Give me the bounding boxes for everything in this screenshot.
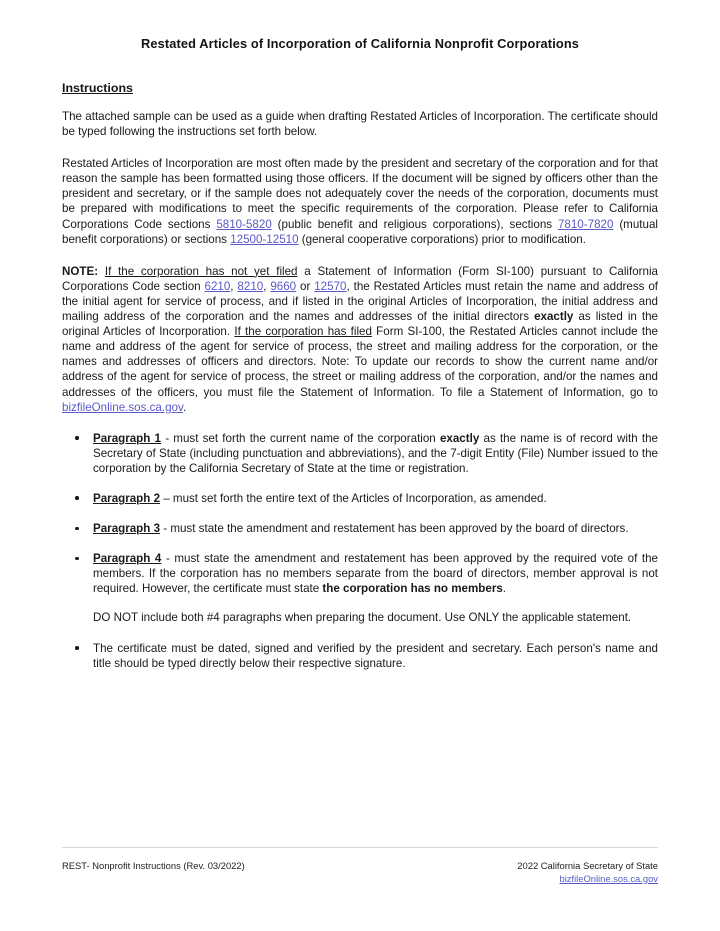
link-sections-12500-12510[interactable]: 12500-12510 (230, 232, 299, 246)
link-section-6210[interactable]: 6210 (204, 279, 231, 293)
note-text-c: , the Restated Articles must retain the name and address of the initial agent for service of process, and if listed in the original Articles of Incorporation, the initial address and mailing address of the corporation and the names and addresses of the initial directors (62, 279, 658, 324)
bullet-text-1b: as the name is of record with the Secretary of State (including punctuation and abbreviations), and the 7-digit Entity (File) Number issued to the corporation by the California Secretary of State at the time or registration. (93, 431, 658, 475)
bullet-text-3a: must state the amendment and restatement has been approved by the board of directors. (170, 522, 629, 536)
link-section-9660[interactable]: 9660 (270, 279, 297, 293)
footer-form-id: REST- Nonprofit Instructions (Rev. 03/2022) (62, 860, 245, 872)
link-sections-5810-5820[interactable]: 5810-5820 (216, 217, 272, 231)
bullet-dot-icon (75, 646, 79, 650)
page-footer (62, 860, 658, 885)
link-section-8210[interactable]: 8210 (237, 279, 264, 293)
link-bizfile-footer[interactable]: bizfileOnline.sos.ca.gov (559, 872, 658, 884)
link-sections-7810-7820[interactable]: 7810-7820 (557, 217, 614, 231)
bullet-dot-icon (75, 496, 79, 500)
paragraph-officers-text-a: Restated Articles of Incorporation are most often made by the president and secretary of the corporation and for that reason the sample has been formatted using those officers. If the document will be signed by officers other than the president and secretary, or if the sample does not adequately cover the needs of the corporation, documents must be prepared with modifications to meet the specific requirements of the corporation. Please refer to California Corporations Code sections (62, 157, 658, 231)
footer-agency-line1: 2022 California Secretary of State (517, 860, 658, 872)
list-item (62, 521, 658, 536)
paragraph-intro (62, 95, 658, 139)
note-text-b: a Statement of Information (Form SI-100) pursuant to California Corporations Code section (62, 264, 658, 293)
bullet-dot-icon (75, 527, 79, 531)
bullet-label-paragraph-4: Paragraph 4 (93, 552, 162, 566)
bullet-dash-1: - (161, 431, 174, 445)
page-title: Restated Articles of Incorporation of California Nonprofit Corporations (140, 36, 580, 51)
bullet-text-4b: . (502, 582, 507, 596)
note-text-d: as listed in the original Articles of Incorporation. (62, 310, 658, 339)
bullet-dash-2: – (160, 491, 173, 505)
list-item (62, 491, 658, 506)
footer-agency (517, 860, 658, 885)
link-section-12570[interactable]: 12570 (314, 279, 347, 293)
paragraph-intro-text: The attached sample can be used as a guide when drafting Restated Articles of Incorporation. The certificate should be typed following the instructions set forth below. (62, 110, 658, 139)
link-bizfile-inline[interactable]: bizfileOnline.sos.ca.gov (62, 400, 183, 414)
bullet-dot-icon (75, 436, 79, 440)
bullet-bold-4: the corporation has no members (322, 582, 503, 596)
note-label: NOTE: (62, 264, 99, 278)
bullet-dash-4: - (161, 552, 175, 566)
note-text-g: . (182, 400, 187, 414)
bullet-text-final: The certificate must be dated, signed and verified by the president and secretary. Each person's name and title should be typed directly below their respective signature. (93, 641, 658, 670)
paragraph-officers-text-c: (mutual benefit corporations) or sections (62, 217, 658, 246)
list-item (62, 431, 658, 476)
note-underlined-e: If the corporation has filed (234, 325, 372, 339)
do-not-include-note: DO NOT include both #4 paragraphs when preparing the document. Use ONLY the applicable statement. (93, 611, 632, 625)
bullet-text-2a: must set forth the entire text of the Articles of Incorporation, as amended. (172, 491, 547, 505)
note-bold-exactly: exactly (534, 310, 574, 324)
bullet-label-paragraph-3: Paragraph 3 (93, 522, 161, 536)
list-item (62, 551, 658, 625)
list-item (62, 641, 658, 671)
paragraph-officers-text-b: (public benefit and religious corporations), sections (271, 217, 558, 231)
bullet-label-paragraph-1: Paragraph 1 (93, 431, 162, 445)
bullet-dash-3: - (160, 522, 171, 536)
paragraph-officers (62, 139, 658, 247)
bullet-label-paragraph-2: Paragraph 2 (93, 491, 161, 505)
bullet-dot-icon (75, 557, 79, 561)
bullet-bold-1: exactly (439, 431, 480, 445)
section-heading-instructions: Instructions (62, 81, 133, 95)
note-text-f: Form SI-100, the Restated Articles cannot include the name and address of the agent for service of process, the street and mailing address for the corporation, or the names and addresses of officers and directors. Note: To update our records to show the current name and/or address of the agent for service of process, the street or mailing address of the corporation, and/or the names and addresses of the officers, you must file the Statement of Information. To file a Statement of Information, go to (62, 325, 658, 399)
instruction-bullet-list (62, 415, 658, 671)
paragraph-officers-text-d: (general cooperative corporations) prior to modification. (298, 232, 586, 246)
paragraph-note: NOTE: If the corporation has not yet filed a Statement of Information (Form SI-100) pursuant to California Corporations Code section 6210, 8210, 9660 or 12570, the Restated Articles must retain the name and address of the initial agent for service of process, and if listed in the original Articles of Incorporation, the initial address and mailing address of the corporation and the names and addresses of the initial directors exactly as listed in the original Articles of Incorporation. If the corporation has filed Form SI-100, the Restated Articles cannot include the name and address of the agent for service of process, the street and mailing address for the corporation, or the names and addresses of officers and directors. Note: To update our records to show the current name and/or address of the agent for service of process, the street or mailing address of the corporation, and/or the names and addresses of the officers, you must file the Statement of Information. To file a Statement of Information, go to bizfileOnline.sos.ca.gov. (62, 264, 658, 414)
bullet-text-4a: must state the amendment and restatement has been approved by the required vote of the members. If the corporation has no members separate from the board of directors, member approval is not required. However, the certificate must state (93, 552, 659, 596)
note-underlined-a: If the corporation has not yet filed (104, 264, 298, 278)
footer-divider (62, 847, 658, 848)
bullet-text-1a: must set forth the current name of the corporation (173, 431, 440, 445)
